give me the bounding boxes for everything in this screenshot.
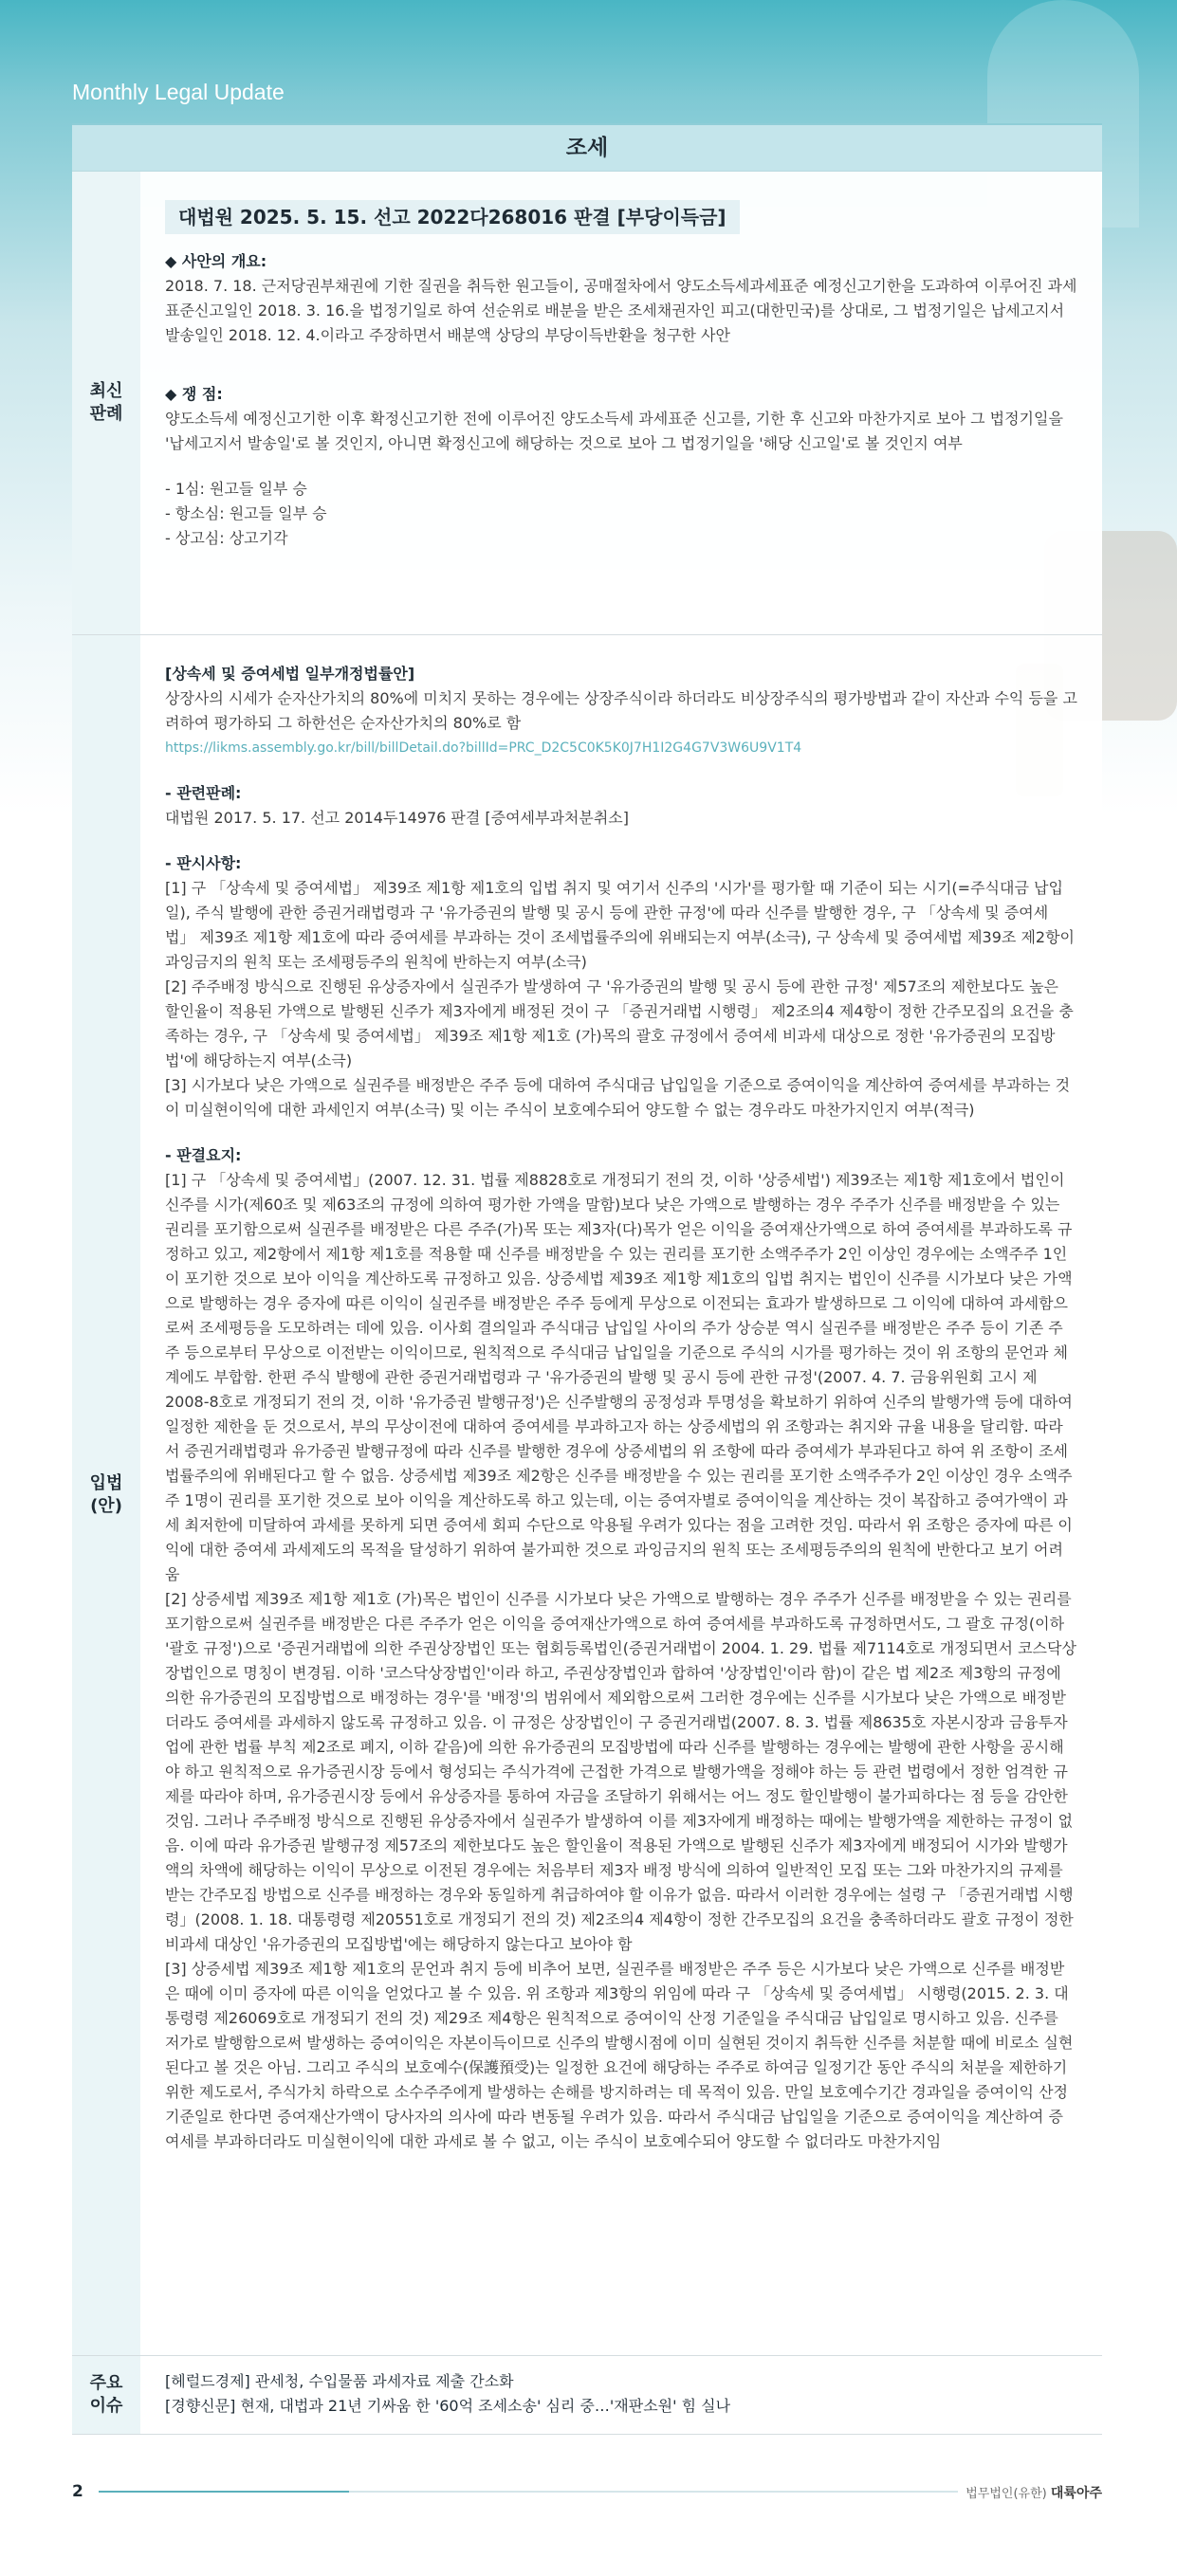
issues-row	[72, 2356, 1102, 2435]
issue-text: 양도소득세 예정신고기한 이후 확정신고기한 전에 이루어진 양도소득세 과세표준 신고를, 기한 후 신고와 마찬가지로 보아 그 법정기일을 '납세고지서 발송일'로 볼 것인지, 아니면 확정신고에 해당하는 것으로 보아 그 법정기일을 '해당 신고일'로 볼 것인지 여부	[165, 410, 1063, 452]
category-issues	[72, 2356, 140, 2434]
gist-item: [3] 상증세법 제39조 제1항 제1호의 문언과 취지 등에 비추어 보면, 실권주를 배정받은 주주 등은 시가보다 낮은 가액으로 신주를 배정받은 때에 이미 증자에 따른 이익을 얻었다고 볼 수 있음. 위 조항과 제3항의 위임에 따라 구 「상속세 및 증여세법」 시행령(2015. 2. 3. 대통령령 제26069호로 개정되기 전의 것) 제29조 제4항은 원칙적으로 증여이익 산정 기준일을 주식대금 납입일로 명시하고 있음. 신주를 저가로 발행함으로써 발생하는 증여이익은 자본이득이므로 신주의 발행시점에 이미 실현된 것이지 취득한 신주를 처분할 때에 비로소 실현된다고 볼 것은 아님. 그리고 주식의 보호예수(保護預受)는 일정한 요건에 해당하는 주주로 하여금 일정기간 동안 주식의 처분을 제한하기 위한 제도로서, 주식가치 하락으로 소수주주에게 발생하는 손해를 방지하려는 데 목적이 있음. 만일 보호예수기간 경과일을 증여이익 산정 기준일로 한다면 증여재산가액이 당사자의 의사에 따라 변동될 우려가 있음. 따라서 주식대금 납입일을 기준으로 증여이익을 계산하여 증여세를 부과하더라도 미실현이익에 대한 과세로 볼 수 없고, 이는 주식이 보호예수되어 양도할 수 없더라도 마찬가지임	[165, 1960, 1074, 2150]
gist-item: [2] 상증세법 제39조 제1항 제1호 (가)목은 법인이 신주를 시가보다 낮은 가액으로 발행하는 경우 주주가 신주를 배정받을 수 있는 권리를 포기함으로써 실권주를 배정받은 다른 주주가 얻은 이익을 증여재산가액으로 하여 증여세를 부과하도록 규정하면서도, 그 괄호 규정(이하 '괄호 규정')으로 '증권거래법에 의한 주권상장법인 또는 협회등록법인(증권거래법이 2004. 1. 29. 법률 제7114호로 개정되면서 코스닥상장법인으로 명칭이 변경됨. 이하 '코스닥상장법인'이라 하고, 주권상장법인과 합하여 '상장법인'이라 함)이 같은 법 제2조 제3항의 규정에 의한 유가증권의 모집방법으로 배정하는 경우'를 '배정'의 범위에서 제외함으로써 그러한 경우에는 신주를 시가보다 낮은 가액으로 배정받더라도 증여세를 과세하지 않도록 규정하고 있음. 이 규정은 상장법인이 구 증권거래법(2007. 8. 3. 법률 제8635호 자본시장과 금융투자업에 관한 법률 부칙 제2조로 폐지, 이하 같음)에 의한 유가증권의 모집방법에 따라 신주를 발행하는 경우에는 발행에 관한 사항을 공시해야 하고 원칙적으로 유가증권시장 등에서 형성되는 주식가격에 근접한 가격으로 발행가액을 정해야 하는 등 관련 법령에서 정한 엄격한 규제를 따라야 하며, 유가증권시장 등에서 유상증자를 통하여 자금을 조달하기 위해서는 어느 정도 할인발행이 불가피하다는 점 등을 감안한 것임. 그러나 주주배정 방식으로 진행된 유상증자에서 실권주가 발생하여 이를 제3자에게 배정하는 때에는 발행가액을 제한하는 규정이 없음. 이에 따라 유가증권 발행규정 제57조의 제한보다도 높은 할인율이 적용된 가액으로 발행된 신주가 제3자에게 배정되어 시가와 발행가액의 차액에 해당하는 이익이 무상으로 이전된 경우에는 처음부터 제3자 배정 방식에 의하여 일반적인 모집 또는 그와 마찬가지의 규제를 받는 간주모집 방법으로 신주를 배정하는 경우와 동일하게 취급하여야 할 이유가 없음. 따라서 이러한 경우에는 설령 구 「증권거래법 시행령」(2008. 1. 18. 대통령령 제20551호로 개정되기 전의 것) 제2조의4 제4항이 정한 간주모집의 요건을 충족하더라도 괄호 규정이 정한 비과세 대상인 '유가증권의 모집방법'에는 해당하지 않는다고 보아야 함	[165, 1590, 1076, 1953]
category-label: 최신 판례	[89, 381, 123, 424]
category-latest-case	[72, 172, 140, 634]
result-appeal: - 항소심: 원고들 일부 승	[165, 504, 327, 522]
news-item[interactable]: [헤럴드경제] 관세청, 수입물품 과세자료 제출 간소화	[165, 2372, 514, 2390]
legislation-content	[140, 635, 1102, 2355]
firm-prefix: 법무법인(유한)	[966, 2487, 1047, 2501]
bill-title: [상속세 및 증여세법 일부개정법률안]	[165, 665, 415, 683]
news-item[interactable]: [경향신문] 현재, 대법과 21년 기싸움 한 '60억 조세소송' 심리 중…'재판소원' 힘 실나	[165, 2397, 731, 2415]
issues-content	[140, 2356, 1102, 2434]
firm-brand: 대륙아주	[1050, 2486, 1102, 2501]
latest-case-row	[72, 172, 1102, 635]
newsletter-title: Monthly Legal Update	[72, 80, 285, 104]
firm-name	[966, 2483, 1102, 2502]
section-title: 조세	[72, 125, 1102, 172]
category-label: 입법 (안)	[89, 1473, 123, 1516]
tax-section-table	[72, 123, 1102, 2435]
related-text: 대법원 2017. 5. 17. 선고 2014두14976 판결 [증여세부과처분취소]	[165, 809, 629, 827]
case-title: 대법원 2025. 5. 15. 선고 2022다268016 판결 [부당이득금]	[165, 200, 740, 234]
issue-label: ◆ 쟁 점:	[165, 385, 223, 403]
overview-text: 2018. 7. 18. 근저당권부채권에 기한 질권을 취득한 원고들이, 공매절차에서 양도소득세과세표준 예정신고기한을 도과하여 이루어진 과세표준신고일인 2018. 3. 16.을 법정기일로 하여 선순위로 배분을 받은 조세채권자인 피고(대한민국)를 상대로, 그 법정기일은 납세고지서 발송일인 2018. 12. 4.이라고 주장하면서 배분액 상당의 부당이득반환을 청구한 사안	[165, 277, 1077, 344]
category-label: 주요 이슈	[89, 2373, 123, 2416]
category-legislation	[72, 635, 140, 2355]
holding-label: - 판시사항:	[165, 854, 242, 872]
gist-item: [1] 구 「상속세 및 증여세법」(2007. 12. 31. 법률 제8828호로 개정되기 전의 것, 이하 '상증세법') 제39조는 제1항 제1호에서 법인이 신주를 시가(제60조 및 제63조의 규정에 의하여 평가한 가액을 말함)보다 낮은 가액으로 발행하는 경우 주주가 신주를 배정받을 수 있는 권리를 포기함으로써 실권주를 배정받은 다른 주주(가)목 또는 제3자(다)목가 얻은 이익을 증여재산가액으로 하여 증여세를 부과하도록 규정하고 있고, 제2항에서 제1항 제1호를 적용할 때 신주를 배정받을 수 있는 권리를 포기한 소액주주가 2인 이상인 경우에는 소액주주 1인이 포기한 것으로 보아 이익을 계산하도록 규정하고 있음. 상증세법 제39조 제1항 제1호의 입법 취지는 법인이 신주를 시가보다 낮은 가액으로 발행하는 경우 증자에 따른 이익이 실권주를 배정받은 주주 등에게 무상으로 이전되는 효과가 발생하므로 그 이익에 대하여 과세함으로써 조세평등을 도모하려는 데에 있음. 이사회 결의일과 주식대금 납입일 사이의 주가 상승분 역시 실권주를 배정받은 주주 등이 기존 주주 등으로부터 무상으로 이전받는 이익이므로, 원칙적으로 주식대금 납입일을 기준으로 주식의 시가를 평가하는 것이 위 조항의 문언과 체계에도 부합함. 한편 주식 발행에 관한 증권거래법령과 구 '유가증권의 발행 및 공시 등에 관한 규정'(2007. 4. 7. 금융위원회 고시 제2008-8호로 개정되기 전의 것, 이하 '유가증권 발행규정')은 신주발행의 공정성과 투명성을 확보하기 위하여 신주의 발행가액 등에 대하여 일정한 제한을 둔 것으로서, 부의 무상이전에 대하여 증여세를 부과하고자 하는 상증세법의 위 조항과는 취지와 규율 내용을 달리함. 따라서 증권거래법령과 유가증권 발행규정에 따라 신주를 발행한 경우에 상증세법의 위 조항에 따라 증여세가 부과된다고 하여 위 조항이 조세법률주의에 위배된다고 할 수 없음. 상증세법 제39조 제2항은 신주를 배정받을 수 있는 권리를 포기한 소액주주가 2인 이상인 경우 소액주주 1명이 권리를 포기한 것으로 보아 이익을 계산하도록 하고 있는데, 이는 증여자별로 증여이익을 계산하는 것이 복잡하고 증여가액이 과세 최저한에 미달하여 과세를 못하게 되면 증여세 회피 수단으로 악용될 우려가 있다는 점을 고려한 것임. 따라서 위 조항은 증자에 따른 이익에 대한 증여세 과세제도의 목적을 달성하기 위하여 불가피한 것으로 과잉금지의 원칙 또는 조세평등주의의 원칙에 반한다고 보기 어려움	[165, 1171, 1073, 1583]
overview-label: ◆ 사안의 개요:	[165, 252, 267, 270]
latest-case-content	[140, 172, 1102, 634]
page-number: 2	[72, 2482, 83, 2501]
footer-divider-accent	[99, 2491, 349, 2493]
result-first-instance: - 1심: 원고들 일부 승	[165, 480, 307, 498]
bill-text: 상장사의 시세가 순자산가치의 80%에 미치지 못하는 경우에는 상장주식이라 하더라도 비상장주식의 평가방법과 같이 자산과 수익 등을 고려하여 평가하되 그 하한선은 순자산가치의 80%로 함	[165, 689, 1077, 732]
result-supreme: - 상고심: 상고기각	[165, 529, 288, 547]
bill-link[interactable]: https://likms.assembly.go.kr/bill/billDetail.do?billId=PRC_D2C5C0K5K0J7H1I2G4G7V3W6U9V1T4	[165, 740, 802, 756]
holding-item: [2] 주주배정 방식으로 진행된 유상증자에서 실권주가 발생하여 구 '유가증권의 발행 및 공시 등에 관한 규정' 제57조의 제한보다도 높은 할인율이 적용된 가액으로 발행된 신주가 제3자에게 배정된 것이 구 「증권거래법 시행령」 제2조의4 제4항이 정한 간주모집의 요건을 충족하는 경우, 구 「상속세 및 증여세법」 제39조 제1항 제1호 (가)목의 괄호 규정에서 증여세 비과세 대상으로 정한 '유가증권의 모집방법'에 해당하는지 여부(소극)	[165, 977, 1074, 1069]
holding-item: [1] 구 「상속세 및 증여세법」 제39조 제1항 제1호의 입법 취지 및 여기서 신주의 '시가'를 평가할 때 기준이 되는 시기(=주식대금 납입일), 주식 발행에 관한 증권거래법령과 구 '유가증권의 발행 및 공시 등에 관한 규정'에 따라 신주를 발행한 경우, 구 「상속세 및 증여세법」 제39조 제1항 제1호에 따라 증여세를 부과하는 것이 조세법률주의에 위배되는지 여부(소극), 구 상속세 및 증여세법 제39조 제2항이 과잉금지의 원칙 또는 조세평등주의 원칙에 반하는지 여부(소극)	[165, 879, 1076, 971]
related-label: - 관련판례:	[165, 784, 242, 802]
legislation-row	[72, 635, 1102, 2356]
gist-label: - 판결요지:	[165, 1146, 242, 1164]
holding-item: [3] 시가보다 낮은 가액으로 실권주를 배정받은 주주 등에 대하여 주식대금 납입일을 기준으로 증여이익을 계산하여 증여세를 부과하는 것이 미실현이익에 대한 과세인지 여부(소극) 및 이는 주식이 보호예수되어 양도할 수 없는 경우라도 마찬가지인지 여부(적극)	[165, 1076, 1071, 1119]
